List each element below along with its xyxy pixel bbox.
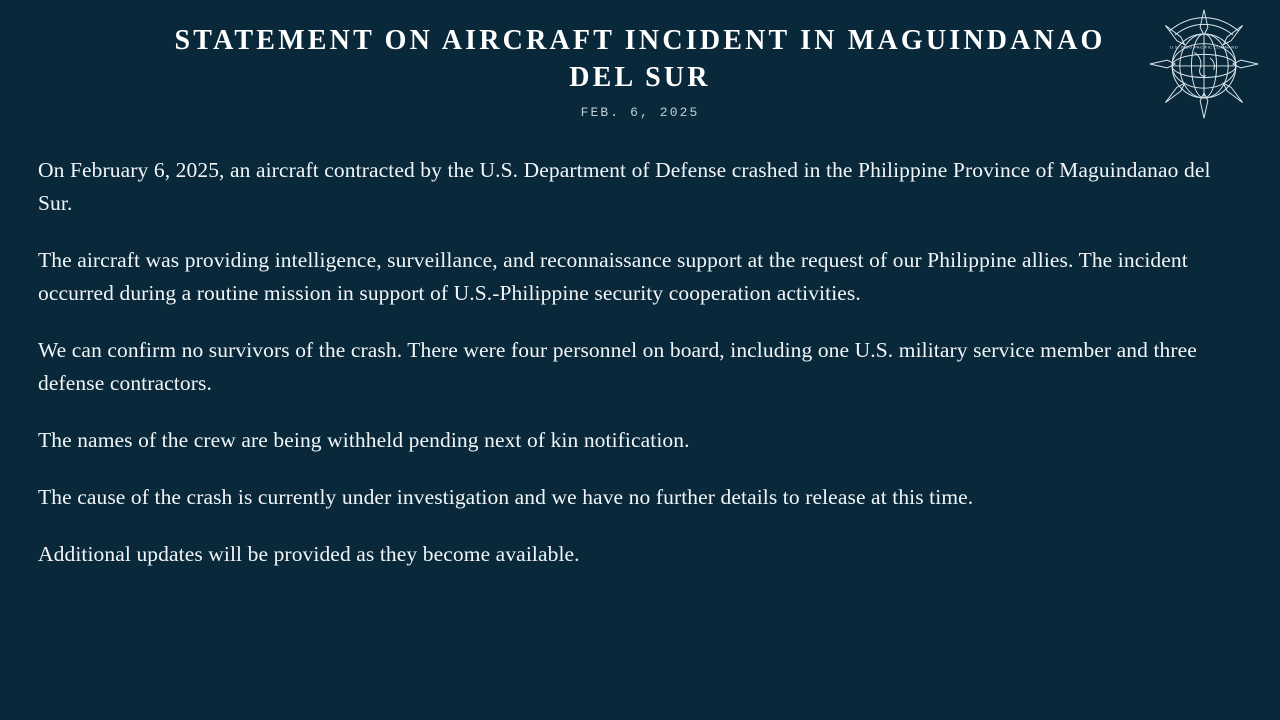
statement-body <box>0 120 1280 571</box>
statement-paragraph: The aircraft was providing intelligence, surveillance, and reconnaissance support at the request of our Philippine allies. The incident occurred during a routine mission in support of U.S.-Philippine security cooperation activities. <box>38 248 1188 305</box>
statement-paragraph: Additional updates will be provided as they become available. <box>38 542 580 566</box>
statement-paragraph: On February 6, 2025, an aircraft contracted by the U.S. Department of Defense crashed in the Philippine Province of Maguindanao del Sur. <box>38 158 1211 215</box>
publish-date: FEB. 6, 2025 <box>580 105 700 120</box>
statement-paragraph: The cause of the crash is currently under investigation and we have no further details to release at this time. <box>38 485 974 509</box>
seal-label: U.S. INDO PACIFIC COMMAND <box>1169 44 1239 50</box>
page-header <box>0 0 1280 120</box>
page-title: STATEMENT ON AIRCRAFT INCIDENT IN MAGUINDANAO DEL SUR <box>174 25 1106 93</box>
statement-paragraph: The names of the crew are being withheld pending next of kin notification. <box>38 428 690 452</box>
indopacom-seal-icon <box>1146 6 1262 122</box>
statement-paragraph: We can confirm no survivors of the crash. There were four personnel on board, including one U.S. military service member and three defense contractors. <box>38 338 1197 395</box>
